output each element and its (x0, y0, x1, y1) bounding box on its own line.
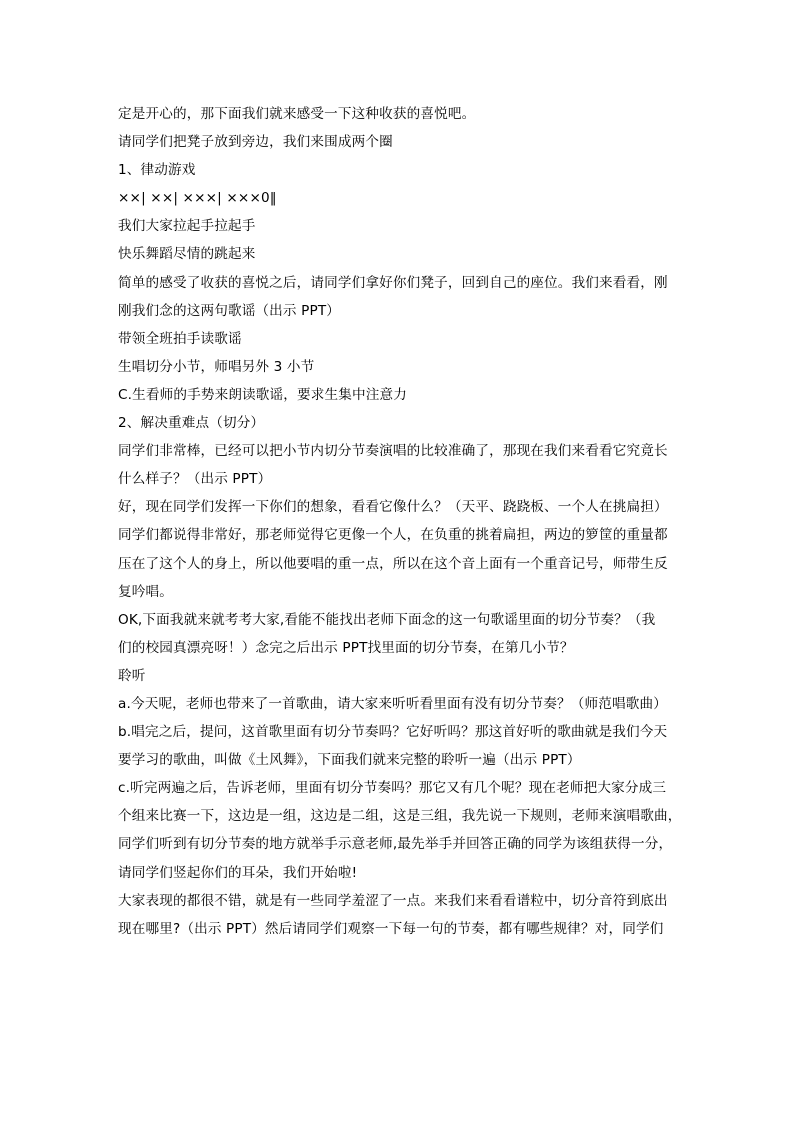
text-line: 刚我们念的这两句歌谣（出示 PPT） (118, 302, 341, 319)
text-line: 们的校园真漂亮呀！）念完之后出示 PPT找里面的切分节奏，在第几小节？ (118, 639, 574, 656)
text-line: 什么样子？（出示 PPT） (118, 471, 272, 488)
text-line: OK,下面我就来就考考大家,看能不能找出老师下面念的这一句歌谣里面的切分节奏？（我 (118, 611, 656, 628)
lyric-line: 我们大家拉起手拉起手 (118, 218, 256, 235)
text-line: 好，现在同学们发挥一下你们的想象，看看它像什么？（天平、跷跷板、一个人在挑扁担） (118, 499, 668, 516)
text-line: c.听完两遍之后，告诉老师，里面有切分节奏吗？那它又有几个呢？现在老师把大家分成三 (118, 780, 667, 797)
text-line: 同学们听到有切分节奏的地方就举手示意老师,最先举手并回答正确的同学为该组获得一分， (118, 836, 673, 853)
text-line: 复吟唱。 (118, 583, 173, 600)
text-line: 请同学们竖起你们的耳朵，我们开始啦! (118, 864, 358, 881)
text-line: 现在哪里?（出示 PPT）然后请同学们观察一下每一句的节奏，都有哪些规律？对，同学们 (118, 920, 664, 937)
text-line: C.生看师的手势来朗读歌谣，要求生集中注意力 (118, 386, 407, 403)
section-heading: 2、解决重难点（切分） (118, 415, 265, 432)
document-body (118, 100, 682, 943)
section-heading: 1、律动游戏 (118, 162, 196, 179)
section-heading: 聆听 (118, 667, 146, 684)
text-line: 带领全班拍手读歌谣 (118, 330, 242, 347)
text-line: 生唱切分小节，师唱另外 3 小节 (118, 358, 315, 375)
text-line: 压在了这个人的身上，所以他要唱的重一点，所以在这个音上面有一个重音记号，师带生反 (118, 555, 668, 572)
text-line: a.今天呢，老师也带来了一首歌曲，请大家来听听看里面有没有切分节奏？（师范唱歌曲） (118, 695, 667, 712)
rhythm-notation: ××| ××| ×××| ×××0‖ (118, 190, 277, 207)
text-line: 要学习的歌曲，叫做《土风舞》，下面我们就来完整的聆听一遍（出示 PPT） (118, 752, 581, 769)
text-line: b.唱完之后，提问，这首歌里面有切分节奏吗？它好听吗？那这首好听的歌曲就是我们今天 (118, 724, 668, 741)
text-line: 大家表现的都很不错，就是有一些同学羞涩了一点。来我们来看看谱粒中，切分音符到底出 (118, 892, 668, 909)
text-line: 简单的感受了收获的喜悦之后，请同学们拿好你们凳子，回到自己的座位。我们来看看，刚 (118, 274, 668, 291)
text-line: 同学们非常棒，已经可以把小节内切分节奏演唱的比较准确了，那现在我们来看看它究竟长 (118, 443, 668, 460)
text-line: 定是开心的，那下面我们就来感受一下这种收获的喜悦吧。 (118, 106, 476, 122)
text-line: 请同学们把凳子放到旁边，我们来围成两个圈 (118, 134, 393, 151)
text-line: 个组来比赛一下，这边是一组，这边是二组，这是三组，我先说一下规则，老师来演唱歌曲， (118, 808, 682, 825)
text-line: 同学们都说得非常好，那老师觉得它更像一个人，在负重的挑着扁担，两边的箩筐的重量都 (118, 527, 668, 544)
lyric-line: 快乐舞蹈尽情的跳起来 (118, 246, 256, 263)
